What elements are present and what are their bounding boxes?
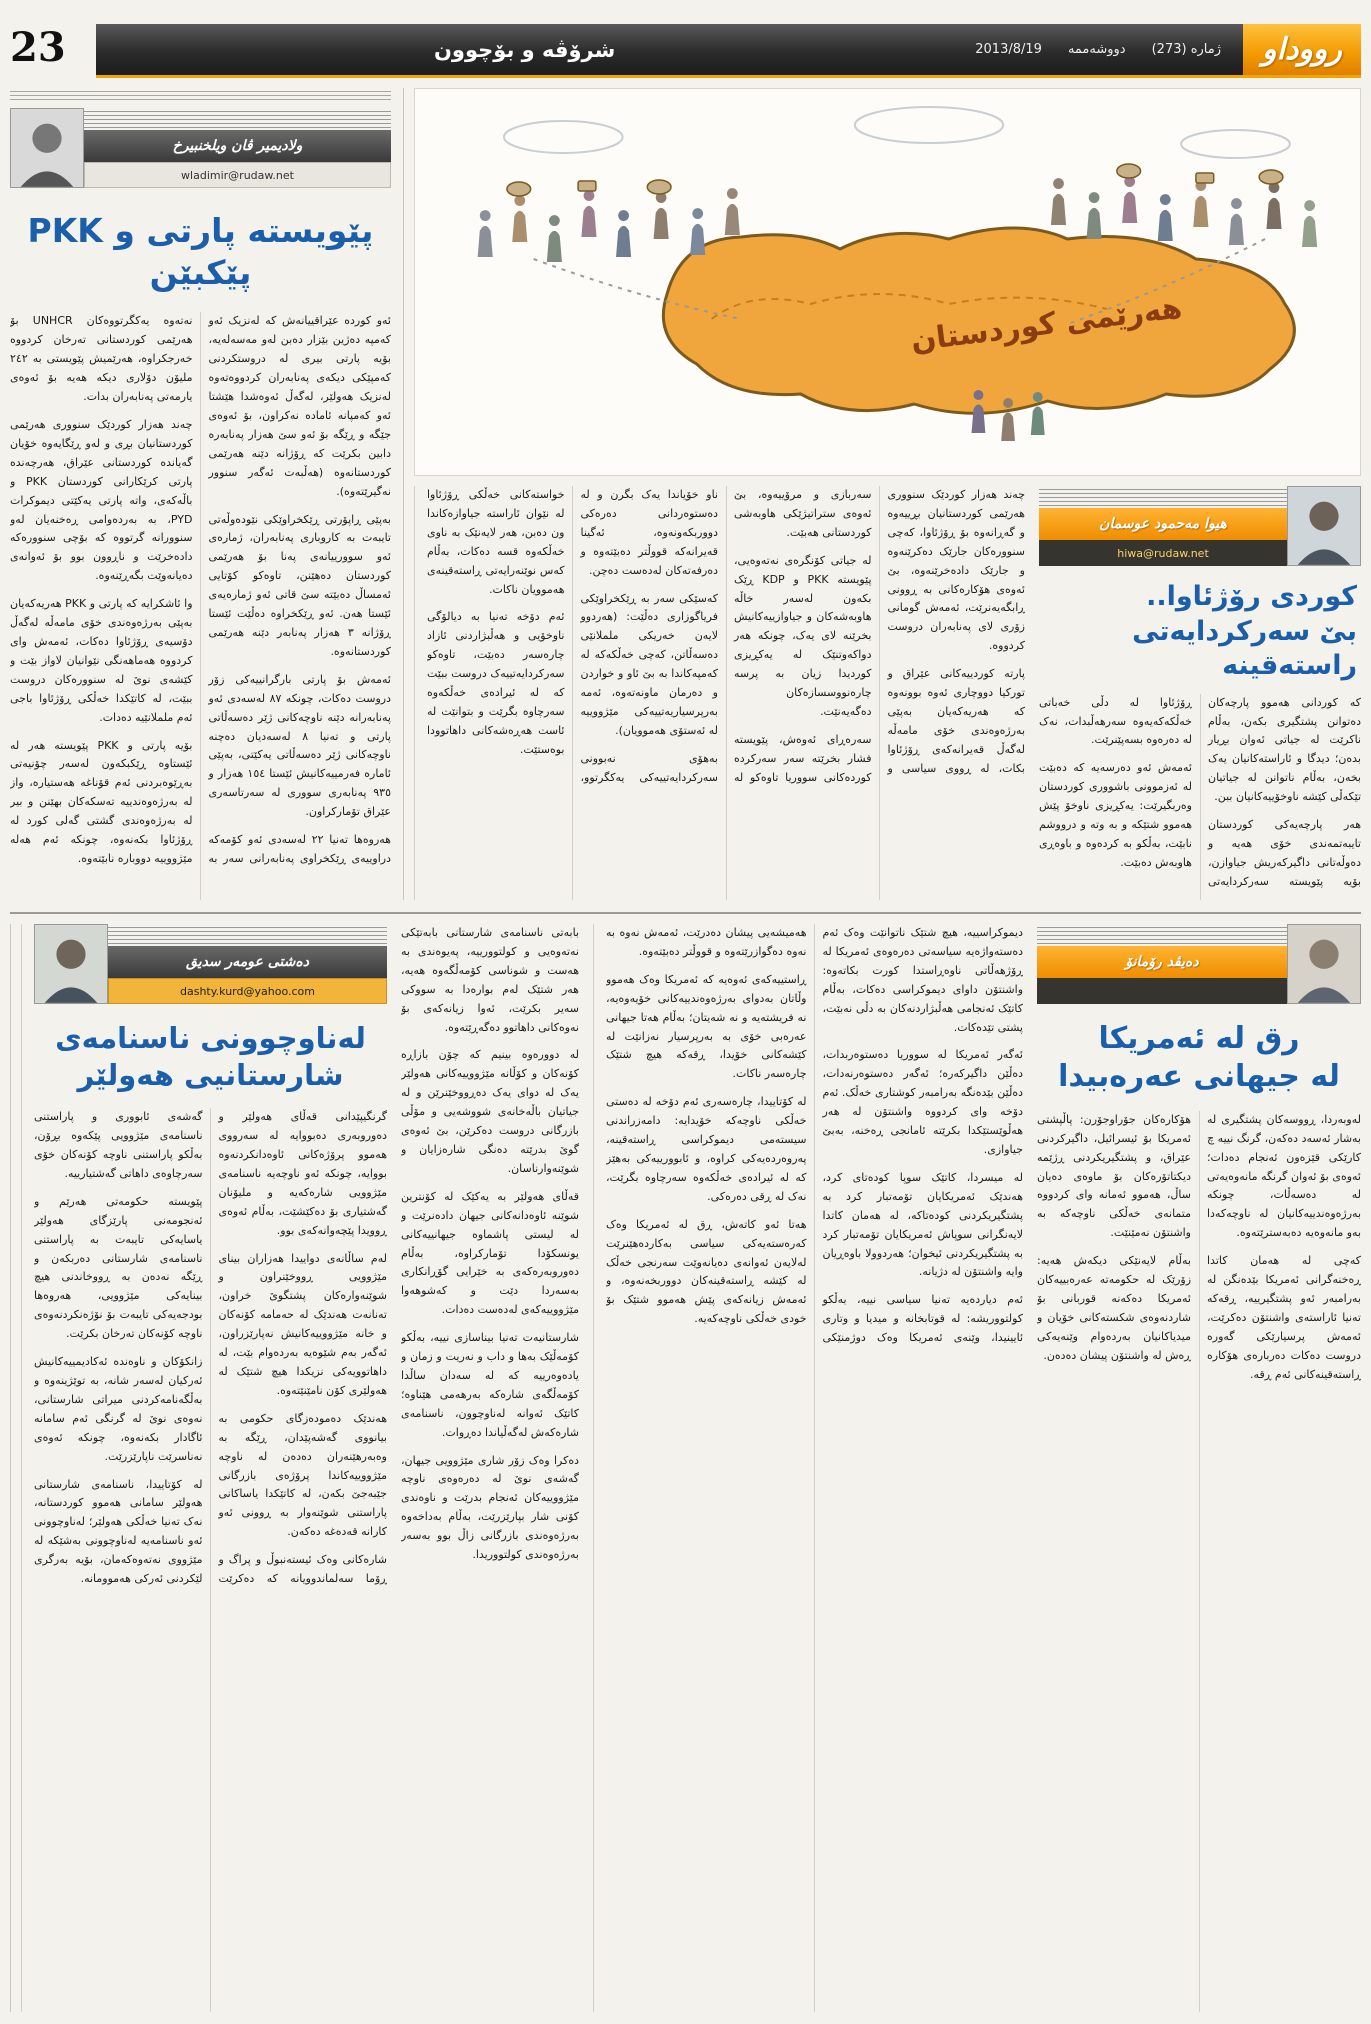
- paragraph: ئەم دۆخە تەنیا بە دیالۆگی ناوخۆیی و هەڵبژاردنی ئازاد چارەسەر دەبێت، تاوەکو سەرکردایەتییەک دروست ببێت کە لە ئیرادەی خەڵکەوە سەرچاوە بگرێت و بتوانێت لە ئاست هەڕەشەکانی داهاتوودا بوەستێت.: [427, 610, 565, 756]
- headline-america: [1039, 1020, 1359, 1097]
- pinstripes-decoration: [10, 88, 391, 102]
- paragraph: لە دوورەوە بینیم کە چۆن بازاڕە کۆنەکان و کۆڵانە مێژووییەکانی هەولێر یەک لە دوای یەک دەڕووخێنرێن و لە جیاتیان باڵەخانەی شووشەیی و مۆڵی بازرگانی دروست دەکرێن، بێ ئەوەی گوێ بدرێتە دەنگی شارەزایان و شوێنەوارناسان.: [401, 1048, 579, 1175]
- body-text: [606, 924, 1023, 2012]
- paragraph: هەتا ئەو کاتەش، ڕق لە ئەمریکا وەک کەرەستەیەکی سیاسی بەکاردەهێنرێت لەلایەن ئەوانەی دەیانەوێت سەرنجی خەڵک لە کێشە ڕاستەقینەکان دووربخەنەوە، و ئەمەش زیانەکەی پێش هەموو شتێک بۆ خودی خەڵکی ناوچەکەیە.: [606, 1217, 807, 1326]
- body-text: [427, 486, 1025, 900]
- paragraph: بابەتی ناسنامەی شارستانی بابەتێکی نەتەوەیی و کولتوورییە، پەیوەندی بە هەست و شوناسی کۆمەڵگەوە هەیە، هەر شتێک لەم بوارەدا بە سووکی سەیر بکرێت، ئەوا زیانەکەی بۆ نەوەکانی داهاتوو دەگەڕێتەوە.: [401, 926, 579, 1034]
- author-photo: [34, 924, 108, 1004]
- paragraph: لە کۆتاییدا، چارەسەری ئەم دۆخە لە دەستی خەڵکی ناوچەکە خۆیدایە: دامەزراندنی سیستەمی دیموکراسی ڕاستەقینە، پەروەردەیەکی کراوە، و ئابوورییەکی بەهێز کە لە ئیرادەی خەڵکەوە سەرچاوە بگرێت، نەک لە ڕقی دەرەکی.: [606, 1095, 807, 1203]
- author-email: hiwa@rudaw.net: [1039, 540, 1287, 566]
- headline-line1: پێویستە پارتی و PKK: [27, 211, 374, 250]
- article-rojava-head-column: [1039, 486, 1361, 900]
- paragraph: لەوبەردا، ڕووسەکان پشتگیری لە بەشار ئەسەد دەکەن، گرنگ نییە چ کارێکی قێزەون ئەنجام دەدات؛ ئەوەی بۆ ئەوان گرنگە مانەوەیەتی لە دەسەڵات، چونکە بەرژەوەندییەکانیان لە ناوچەکەدا بەو مانەوەیە دەبەسترێتەوە.: [1207, 1112, 1361, 1240]
- author-email: wladimir@rudaw.net: [84, 162, 391, 188]
- paragraph: لە میسردا، کاتێک سوپا کودەتای کرد، هەندێک ئەمریکایان تۆمەتبار کرد بە پشتگیریکردنی کودەتاکە، لە هەمان کاتدا لایەنگرانی سوپاش ئەمریکایان تۆمەتبار کرد بە پشتگیریکردنی ئیخوان؛ هەردوولا باوەڕیان وایە واشنتۆن لە دژیانە.: [822, 1170, 1023, 1279]
- cartoon-svg: [415, 89, 1360, 475]
- article-america-main-column: [593, 924, 1023, 2012]
- article-pkk: [10, 88, 391, 900]
- masthead: [10, 24, 1361, 78]
- paragraph: کەچی لە هەمان کاتدا ڕەخنەگرانی ئەمریکا بێدەنگن لە بەرامبەر ئەو پشتگیرییە، ڕقەکە تەنیا ئاراستەی واشنتۆن دەکرێت، ئەمەش پرسیارێکی گەورە دروست دەکات دەربارەی هۆکارە ڕاستەقینەکانی ئەم ڕقە.: [1207, 1254, 1361, 1381]
- paragraph: پارتە کوردییەکانی عێراق و تورکیا دووچاری ئەوە بوونەوە کە هەریەکەیان بەپێی بەرژەوەندی خۆی مامەڵە لەگەڵ قەیرانەکەی ڕۆژئاوا بکات، لە ڕووی سیاسی و سەربازی و مرۆییەوە، بێ ئەوەی ستراتیژێکی هاوبەشی کوردستانی هەبێت.: [734, 488, 1025, 775]
- card-stripes: [1037, 924, 1287, 946]
- masthead-bar: [96, 24, 1361, 78]
- article-america: [593, 924, 1361, 2012]
- paragraph: ئەمەش ئەو دەرسەیە کە دەبێت لە ئەزموونی باشووری کوردستان وەربگیرێت: یەکڕیزی ناوخۆ پێش هەموو شتێکە و بە وتە و درووشم نابێت، بەڵکو بە کردەوە و باوەڕی هاوبەش دەبێت.: [1039, 761, 1192, 869]
- paragraph: گرنگیپێدانی قەڵای هەولێر و دەوروبەری دەبووایە لە سەرووی هەموو پرۆژەکانی ئاوەدانکردنەوە بووایە، چونکە ئەو ناوچەیە ناسنامەی مێژوویی شارەکەیە و ملیۆنان گەشتیاری بۆ دەکێشێت، بەڵام ئەوەی ڕوویدا پێچەوانەکەی بوو.: [218, 1110, 387, 1237]
- author-email: [1037, 978, 1287, 1004]
- paragraph: پێویستە حکومەتی هەرێم و ئەنجومەنی پارێزگای هەولێر یاسایەکی تایبەت بە پاراستنی ناسنامەی شارستانی دەربکەن و ڕێگە نەدەن بە ڕووخاندنی هیچ بینایەکی مێژوویی، هەروەها بودجەیەکی تایبەت بۆ نۆژەنکردنەوەی ناوچە کۆنەکان تەرخان بکرێت.: [34, 1194, 203, 1341]
- body-text: [10, 312, 391, 900]
- card-stripes: [108, 924, 387, 946]
- author-photo: [1287, 924, 1361, 1004]
- paragraph: دیموکراسییە، هیچ شتێک ناتوانێت وەک ئەم دەستەواژەیە سیاسەتی دەرەوەی ئەمریکا لە ڕۆژهەڵاتی ناوەڕاستدا کورت بکاتەوە: واشنتۆن داوای دیموکراسی دەکات، بەڵام کاتێک ئەنجامی هەڵبژاردنەکان بە دڵی نەبێت، پشتی تێدەکات.: [822, 926, 1023, 1034]
- headline-pkk: [16, 210, 385, 294]
- date-label: 2013/8/19: [975, 42, 1042, 57]
- card-stripes: [1039, 486, 1287, 508]
- headline-line1: کوردی رۆژئاوا..: [1146, 581, 1357, 612]
- headline-line2: بێ سەرکردایەتی راستەقینە: [1132, 615, 1357, 682]
- paragraph: هەندێک دەمودەزگای حکومی بە بیانووی گەشەپێدان، ڕێگە بە وەبەرهێنەران دەدەن لە ناوچە مێژووییەکاندا پرۆژەی بازرگانی جێبەجێ بکەن، لە کاتێکدا یاساکانی پاراستنی شوێنەوار بە ڕوونی ئەو کارانە قەدەغە دەکەن.: [218, 1411, 387, 1539]
- article-america-head-column: [1037, 924, 1361, 2012]
- article-rojava-main-column: [414, 486, 1025, 900]
- author-photo: [1287, 486, 1361, 566]
- author-email: dashty.kurd@yahoo.com: [108, 978, 387, 1004]
- paragraph: ئەم دیاردەیە تەنیا سیاسی نییە، بەڵکو کولتووریشە: لە قوتابخانە و میدیا و وتاری ئایینیدا، وێنەی ئەمریکا وەک دوژمنێکی هەمیشەیی پیشان دەدرێت، ئەمەش نەوە بە نەوە دەگوازرێتەوە و قووڵتر دەبێتەوە.: [606, 926, 1023, 1345]
- headline-line2: لە جیهانی عەرەبیدا: [1058, 1059, 1340, 1095]
- paragraph: کە کوردانی هەموو پارچەکان دەتوانن پشتگیری بکەن، بەڵام ناکرێت لە جیاتی ئەوان بڕیار بدەن؛ دیدگا و ئاراستەکانیان یەک بخەن، بەڵام ناتوانن لە جیاتیان تێکەڵی کێشە ناوخۆییەکانیان ببن.: [1208, 695, 1361, 804]
- paragraph: هەروەها تەنیا ٢٢ لەسەدی ئەو کۆمەکە دراوییەی ڕێکخراوی پەنابەرانی سەر بە نەتەوە یەکگرتووەکان UNHCR بۆ هەرێمی کوردستانی تەرخان کردووە خەرجکراوە، هەرێمیش پێویستی بە ٢٤٢ ملیۆن دۆلاری دیکە هەیە بۆ ئەوەی یارمەتی پەنابەران بدات.: [10, 314, 391, 865]
- paragraph: ڕاستییەکەی ئەوەیە کە ئەمریکا وەک هەموو وڵاتان بەدوای بەرژەوەندییەکانی خۆیەوەیە، نە فریشتەیە و نە شەیتان؛ بەڵام هەتا جیهانی عەرەبی خۆی بە بەرپرسیار نەزانێت لە کێشەکانی خۆیدا، ڕقەکە هیچ شتێک چارەسەر ناکات.: [606, 972, 807, 1081]
- body-text: [34, 1108, 387, 2012]
- paragraph: قەڵای هەولێر بە یەکێک لە کۆنترین شوێنە ئاوەدانەکانی جیهان دادەنرێت و لە لیستی پاشماوە جیهانییەکانی یونسکۆدا تۆمارکراوە، بەڵام دەوروبەرەکەی بە خێرایی گۆڕانکاری بەسەردا دێت و کەشوهەوا مێژووییەکەی لەدەست دەدات.: [401, 1189, 579, 1317]
- body-text: [1037, 1111, 1361, 2012]
- paragraph: بەڵام لایەنێکی دیکەش هەیە: زۆرێک لە حکومەتە عەرەبییەکان ئەمریکا دەکەنە قوربانی بۆ شاردنەوەی شکستەکانی خۆیان و میدیاکانیان بەردەوام وێنەیەکی ڕەش لە واشنتۆن پیشان دەدەن.: [1037, 1254, 1191, 1362]
- headline-line2: پێکبێن: [149, 253, 252, 293]
- paragraph: شارستانیەت تەنیا بیناسازی نییە، بەڵکو کۆمەڵێک بەها و داب و نەریت و زمان و یادەوەرییە کە لە سەدان ساڵدا کۆمەڵگەی شارەکە بەرهەمی هێناوە؛ کاتێک ئەوانە لەناوچوون، ناسنامەی شارەکەش لەگەڵیاندا دەڕوات.: [401, 1331, 579, 1439]
- brand-logo: رووداو: [1243, 24, 1361, 75]
- author-photo: [10, 108, 84, 188]
- day-label: دووشەممە: [1067, 42, 1126, 57]
- article-erbil-main-column: [21, 924, 387, 2012]
- body-text: [1039, 694, 1361, 900]
- author-name: دەشتی عومەر سدیق: [108, 946, 387, 978]
- issue-label: ژمارە (273): [1151, 42, 1221, 57]
- author-card-dashty: [34, 924, 387, 1004]
- top-section: [10, 88, 1361, 900]
- paragraph: زانکۆکان و ناوەندە ئەکادیمییەکانیش ئەرکیان لەسەر شانە، بە توێژینەوە و بەڵگەنامەکردنی میراتی شارستانی، نەوەی نوێ لە گرنگی ئەم سامانە ئاگادار بکەنەوە، چونکە ئەوەی نەناسرێت ناپارێزرێت.: [34, 1355, 203, 1463]
- paragraph: کەسێکی سەر بە ڕێکخراوێکی فریاگوزاری دەڵێت: (هەردوو لایەن خەریکی ململانێی دەسەڵاتن، کەچی خەڵکەکە لە کەمپەکاندا بە بێ ئاو و خواردن و دەرمان ماونەتەوە، ئەمە بەرپرسیاریەتییەکی مێژووییە لە ئەستۆی هەموویان).: [580, 591, 718, 737]
- article-rojava: [414, 486, 1361, 900]
- paragraph: لە جیاتی کۆنگرەی نەتەوەیی، پێویستە PKK و KDP ڕێک بکەون لەسەر خاڵە هاوبەشەکان و جیاوازییەکانیش بخرێنە لای یەک، چونکە هەر دواکەوتنێک لە یەکڕیزی کوردیدا زیان بە پرسە چارەنووسسازەکان دەگەیەنێت.: [734, 553, 872, 718]
- masthead-dates: [953, 42, 1243, 57]
- paragraph: هەر پارچەیەکی کوردستان تایبەتمەندی خۆی هەیە و دەوڵەتانی داگیرکەریش جیاوازن، بۆیە پێویستە سەرکردایەتی ڕۆژئاوا لە دڵی خەباتی خەڵکەکەیەوە سەرهەڵبدات، نەک لە دەرەوە بسەپێنرێت.: [1039, 695, 1361, 888]
- paragraph: سەرەڕای ئەوەش، پێویستە فشار بخرێتە سەر سەرکردە کوردەکانی سووریا تاوەکو لە ناو خۆیاندا یەک بگرن و لە دەستوەردانی دەرەکی دووربکەونەوە، ئەگینا قەیرانەکە قووڵتر دەبێتەوە و دەرفەتەکان لەدەست دەچن.: [580, 488, 872, 784]
- paragraph: بەهۆی نەبوونی سەرکردایەتییەکی یەکگرتوو، خواستەکانی خەڵکی ڕۆژئاوا لە نێوان ئاراستە جیاوازەکاندا ون دەبن، هەر لایەنێک بە ناوی خەڵکەوە قسە دەکات، بەڵام کەس نوێنەرایەتی ڕاستەقینەی هەموویان ناکات.: [427, 488, 718, 784]
- headline-erbil: [36, 1020, 385, 1094]
- headline-rojava: [1043, 580, 1357, 684]
- bottom-section: [10, 912, 1361, 2012]
- map-label: هەرێمی کوردستان: [909, 290, 1184, 359]
- author-card-wladimir: [10, 108, 391, 188]
- paragraph: بۆیە پارتی و PKK پێویستە هەر لە ئێستاوە ڕێکبکەون لەسەر چۆنیەتی بەڕێوەبردنی ئەم قۆناغە هەستیارە، واز لە بەرژەوەندییە تەسکەکان بهێنن و بیر لە بەرژەوەندی گشتی گەلی کورد لە ڕۆژئاوا بکەنەوە، چونکە ئەم هەلە مێژووییە دووبارە نابێتەوە.: [10, 738, 193, 865]
- body-text: [401, 924, 579, 2012]
- headline-line1: لەناوچوونی ناسنامەی: [55, 1021, 366, 1055]
- headline-line2: شارستانیی هەولێر: [77, 1058, 344, 1093]
- author-card-romano: [1037, 924, 1361, 1004]
- paragraph: لە کۆتاییدا، ناسنامەی شارستانی هەولێر سامانی هەموو کوردستانە، نەک تەنیا خەڵکی هەولێر؛ لەناوچوونی ئەو ناسنامەیە لەناوچوونی بەشێکە لە مێژووی نەتەوەکەمان، بۆیە بەرگری لێکردنی ئەرکی هەموومانە.: [34, 1477, 203, 1586]
- paragraph: دەکرا وەک زۆر شاری مێژوویی جیهان، گەشەی نوێ لە دەرەوەی ناوچە مێژووییەکان ئەنجام بدرێت و ناوەندی کۆنی شار بپارێزرێت، بەڵام بەداخەوە بەرژەوەندی بازرگانی زاڵ بوو بەسەر بەرژەوەندی کولتووریدا.: [401, 1453, 579, 1562]
- article-erbil-side-column: [401, 924, 579, 2012]
- paragraph: بەپێی ڕاپۆرتی ڕێکخراوێکی نێودەوڵەتی تایبەت بە کاروباری پەنابەران، ژمارەی ئەو سوورییانەی پەنا بۆ هەرێمی کوردستان دەهێنن، تاوەکو کۆتایی ئەمساڵ دەبێتە سێ قاتی ئەو ژمارەیەی ئێستا هەن. ئەو ڕێکخراوە دەڵێت ئێستا ڕۆژانە ٣ هەزار پەنابەر دێنە هەرێمی کوردستانەوە.: [208, 512, 391, 658]
- paragraph: ئەو کوردە عێراقییانەش کە لەنزیک ئەو کەمپە دەژین بێزار دەبن لەو مەسەلەیە، بۆیە پارتی بیری لە دروستکردنی کەمپێکی دیکەی پەنابەران کردووەتەوە لەنزیک هەولێر، لەگەڵ ئەوەشدا هێشتا ئەو کەمپانە ئامادە نەکراون، بۆ ئەوەی جێگە و ڕێگە بۆ ئەو سێ هەزار پەنابەرە دابین بکرێت کە ڕۆژانە دێنە هەرێمی کوردستانەوە (هەڵبەت ئەگەر سنوور نەگیرێتەوە).: [208, 314, 391, 498]
- region-cartoon-article2: [403, 88, 1361, 900]
- paragraph: وا ئاشکرایە کە پارتی و PKK هەریەکەیان بەپێی بەرژەوەندی خۆی مامەڵە لەگەڵ دۆسیەی ڕۆژئاوا دەکات، ئەمەش وای کردووە هەماهەنگی نێوانیان لاواز بێت و کێشەی نوێ لە سنوورەکان دروست ببێت، لە کاتێکدا خەڵکی ڕۆژئاوا باجی ئەم ململانێیە دەدات.: [10, 597, 193, 724]
- paragraph: ئەمەش بۆ پارتی بارگرانییەکی زۆر دروست دەکات، چونکە ٨٧ لەسەدی ئەو پەنابەرانە دێنە ناوچەکانی ژێر دەسەڵاتی پارتی و تەنیا ٨ لەسەدیان دەچنە ناوچەکانی ژێر دەسەڵاتی یەکێتی، بەپێی ئامارە فەرمییەکانیش ئێستا ١٥٤ هەزار و ٩٣٥ پەنابەری سووری لە سەرتاسەری عێراق تۆمارکراون.: [208, 672, 391, 819]
- paragraph: ئەگەر ئەمریکا لە سووریا دەستوەربدات، دەڵێن داگیرکەرە؛ ئەگەر دەستوەرنەدات، دەڵێن بێدەنگە بەرامبەر کوشتاری خەڵک. ئەم دۆخە وای کردووە واشنتۆن لە هەر هەڵوێستێکدا بکرێتە ئامانجی ڕەخنە، بەبێ جیاوازی.: [822, 1048, 1023, 1156]
- cartoon-illustration: [414, 88, 1361, 476]
- card-stripes: [84, 108, 391, 130]
- page-number: 23: [10, 24, 96, 78]
- author-name: ولادیمیر ڤان ویلخنبیرخ: [84, 130, 391, 162]
- paragraph: هۆکارەکان جۆراوجۆرن: پاڵپشتی ئەمریکا بۆ ئیسرائیل، داگیرکردنی عێراق، و پشتگیریکردنی ڕژێمە دیکتاتۆرەکان بۆ ماوەی دەیان ساڵ، هەموو ئەمانە وای کردووە متمانەی خەڵکی ناوچەکە بە واشنتۆن نەمێنێت.: [1037, 1112, 1191, 1240]
- author-name: دەیڤد رۆمانۆ: [1037, 946, 1287, 978]
- headline-line1: رق لە ئەمریکا: [1098, 1021, 1300, 1056]
- author-card-hiwa: [1039, 486, 1361, 566]
- author-name: هیوا مەحمود عوسمان: [1039, 508, 1287, 540]
- paragraph: شارەکانی وەک ئیستەنبوڵ و پراگ و ڕۆما سەلماندوویانە کە دەکرێت گەشەی ئابووری و پاراستنی ناسنامەی مێژوویی پێکەوە بڕۆن، بەڵکو پاراستنی ناوچە کۆنەکان خۆی سەرچاوەی داهاتی گەشتیارییە.: [34, 1110, 387, 1586]
- section-title: شرۆڤە و بۆچوون: [434, 37, 616, 62]
- paragraph: چەند هەزار کوردێک سنووری هەرێمی کوردستانیان بڕییەوە و گەڕانەوە بۆ ڕۆژئاوا، کەچی سنوورەکان جارێک دەکرێنەوە و جارێک دادەخرێنەوە، بێ ئەوەی هۆکارەکانی بە ڕوونی ڕابگەیەنرێت، ئەمەش گومانی زۆری لای پەنابەران دروست کردووە.: [887, 488, 1025, 653]
- paragraph: چەند هەزار کوردێک سنووری هەرێمی کوردستانیان بڕی و لەو ڕێگایەوە خۆیان گەیاندە کوردستانی عێراق، هەرچەندە پارتی کرێکارانی کوردستان PKK و باڵەکەی، واتە پارتی یەکێتی دیموکرات PYD، بە بەردەوامی ڕەخنەیان لەو سنوورانە گرتووە کە بۆچی سنوورەکە دادەخرێت و ناڕوون بوو بۆ ئەوانەی دەیانەوێت بگەڕێنەوە.: [10, 418, 193, 583]
- article-erbil: [10, 924, 579, 2012]
- paragraph: لەم ساڵانەی دواییدا هەزاران بینای مێژوویی ڕووخێنراون و شوێنەوارەکان پشتگوێ خراون، تەنانەت هەندێک لە حەمامە کۆنەکان و خانە مێژووییەکانیش نەپارێزراون، ئەگەر بەم شێوەیە بەردەوام بێت، لە داهاتوویەکی نزیکدا هیچ شتێک لە هەولێری کۆن نامێنێتەوە.: [218, 1251, 387, 1397]
